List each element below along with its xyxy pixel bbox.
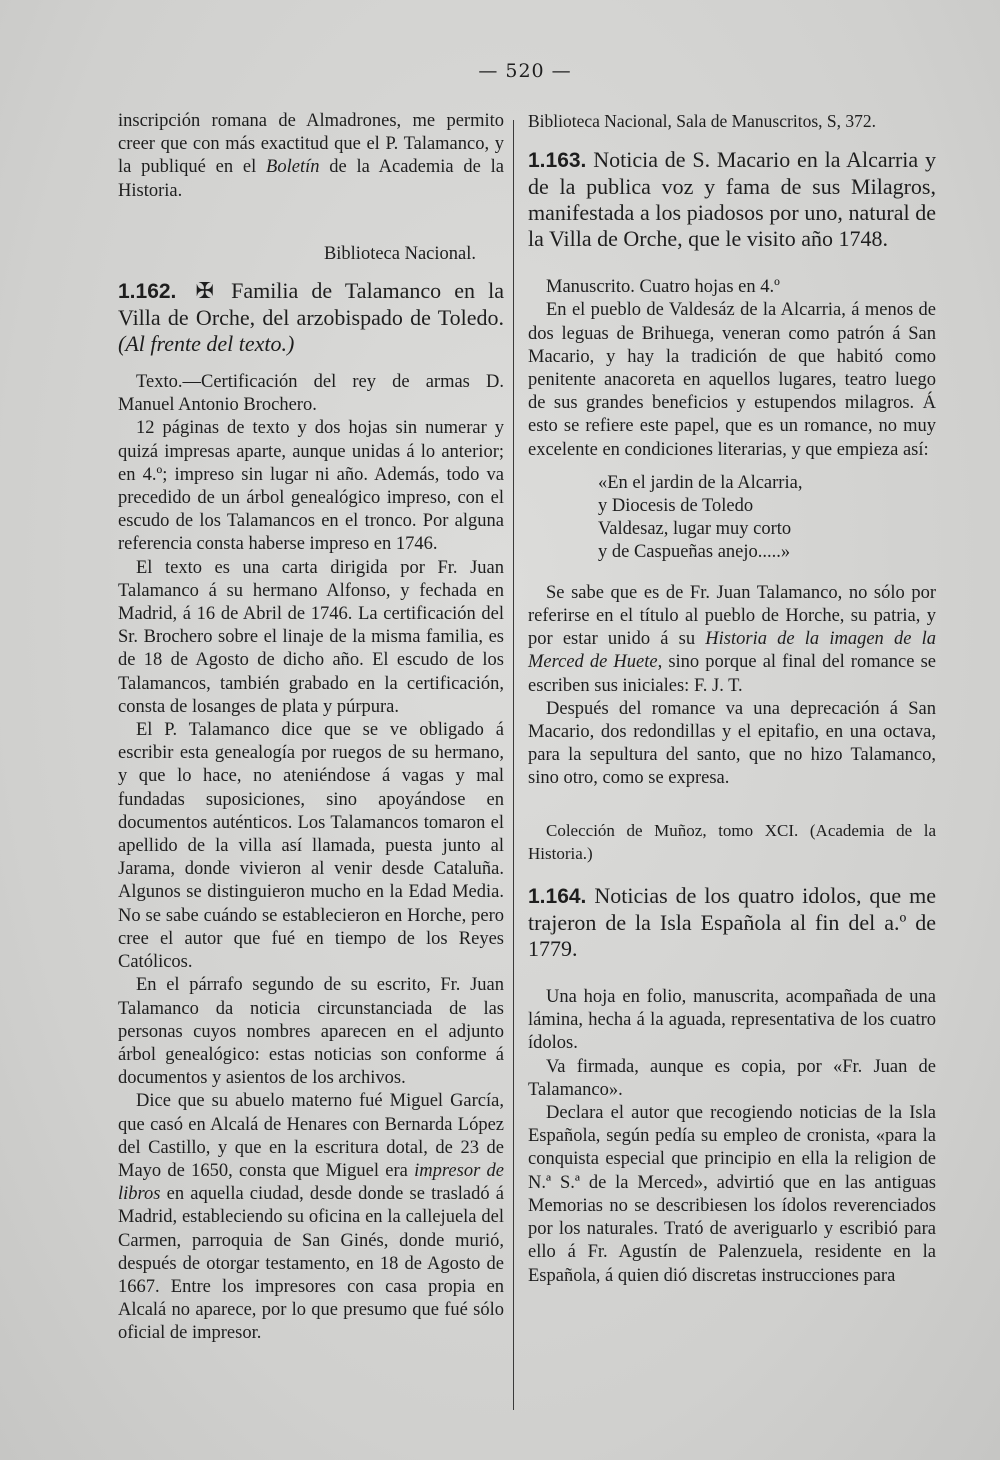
text-run: Dice que su abuelo materno fué Miguel García, que casó en Alcalá de Henares con Bernarda López del Castillo, y que en la escritura dotal, de 23 de Mayo de 1650, consta que Miguel era [118,1091,504,1181]
paragraph [118,1090,504,1345]
spacer [528,976,936,986]
verse-quote [598,472,936,564]
italic-text: impresor de libros [118,1160,504,1205]
paragraph [118,110,504,203]
paragraph: Una hoja en folio, manuscrita, acompañada de una lámina, hecha á la aguada, representativa de los cuatro ídolos. [528,987,936,1054]
paragraph: Declara el autor que recogiendo noticias de la Isla Española, según pedía su empleo de cronista, «para la conquista especial que principio en ella la religion de N.ª S.ª de la Merced», advirtió que en las antiguas Memorias no se describiesen los ídolos reverenciados por los naturales. Trató de averiguarlo y escribió para ello á Fr. Agustín de Palenzuela, residente en la Española, á quien dió discretas instrucciones para [528,1103,936,1286]
italic-text: Historia de la imagen de la Merced de Huete [528,629,937,673]
text-run: Se sabe que es de Fr. Juan Talamanco, no sólo por referirse en el título al pueblo de Horche, su patria, y por estar unido á su [528,582,936,650]
verse-line: y Diocesis de Toledo [598,495,754,516]
paragraph: En el pueblo de Valdesáz de la Alcarria, á menos de dos leguas de Brihuega, veneran como patrón á San Macario, y hay la tradición de que habitó como penitente anacoreta en aquellos lugares, teatro luego de sus grandes beneficios y estupendos milagros. Á esto se refiere este papel, que es un romance, no muy excelente en condiciones literarias, y que empieza así: [528,300,936,460]
source-citation: Biblioteca Nacional. [323,243,476,264]
left-column [118,110,504,1346]
text-run: inscripción romana de Almadrones, me permito creer que con más exactitud que el P. Talamanco, y la publiqué en el [118,111,504,178]
column-divider [513,120,514,1410]
entry-title: Noticia de S. Macario en la Alcarria y de la publica voz y fama de sus Milagros, manifestada a los piadosos por uno, natural de la Villa de Orche, que le visito año 1748. [528,147,936,252]
paragraph: En el párrafo segundo de su escrito, Fr. Juan Talamanco da noticia circunstanciada de las personas cuyos nombres aparecen en el adjunto árbol genealógico: estas noticias son conforme á documentos y asientos de los archivos. [118,975,504,1089]
paragraph: Después del romance va una deprecación á San Macario, dos redondillas y el epitafio, en una octava, para la sepultura del santo, que no hizo Talamanco, sino otro, como se expresa. [528,698,936,789]
verse-line: «En el jardin de la Alcarria, [598,472,803,493]
text-run: en aquella ciudad, desde donde se trasladó á Madrid, estableciendo su oficina en la callejuela del Carmen, parroquia de San Ginés, donde murió, después de otorgar testamento, en 18 de Agosto de 1667. Entre los impresores con casa propia en Alcalá no aparece, por lo que presumo que fué sólo oficial de impresor. [118,1184,504,1344]
paragraph: Manuscrito. Cuatro hojas en 4.º [546,277,780,298]
paragraph: 12 páginas de texto y dos hojas sin numerar y quizá impresas aparte, aunque unidas á lo anterior; en 4.º; impreso sin lugar ni año. Además, todo va precedido de un árbol genealógico impreso, con el escudo de los Talamancos en el tronco. Por alguna referencia consta haberse impreso en 1746. [118,418,504,555]
verse-line: y de Caspueñas anejo.....» [598,541,791,562]
entry-number: 1.164. [528,885,587,909]
cross-icon: ✠ [195,278,214,304]
entry-heading-1163 [528,147,936,252]
paragraph: Texto.—Certificación del rey de armas D. Manuel Antonio Brochero. [118,372,504,416]
paragraph [528,582,936,698]
text-run: , sino porque al final del romance se escriben sus iniciales: F. J. T. [528,652,936,696]
source-citation: Colección de Muñoz, tomo XCI. (Academia de la Historia.) [528,820,936,863]
paragraph: Va firmada, aunque es copia, por «Fr. Juan de Talamanco». [528,1056,936,1100]
page-number: — 520 — [478,60,572,82]
entry-number: 1.163. [528,149,587,173]
verse-line: Valdesaz, lugar muy corto [598,518,792,539]
entry-title: Noticias de los quatro idolos, que me trajeron de la Isla Española al fin del a.º de 1779. [528,883,937,962]
source-citation: Biblioteca Nacional, Sala de Manuscritos, S, 372. [528,111,876,131]
entry-title: Familia de Talamanco en la Villa de Orche, del arzobispado de Toledo. [118,278,504,331]
paragraph: El P. Talamanco dice que se ve obligado á escribir esta genealogía por ruegos de su hermano, y que lo hace, no ateniéndose á vagas y mal fundadas suposiciones, sino apoyándose en documentos auténticos. Los Talamancos tomaron el apellido de la villa así llamada, puesta junto al Jarama, donde vivieron al venir desde Cataluña. Algunos se distinguieron mucho en la Edad Media. No se sabe cuándo se establecieron en Horche, pero cree el autor que fué en tiempo de los Reyes Católicos. [118,720,504,973]
entry-heading-1164 [528,883,936,962]
entry-note: (Al frente del texto.) [118,331,295,357]
entry-number: 1.162. [118,280,177,304]
italic-text: Boletín [266,157,320,178]
entry-heading-1162 [118,278,504,357]
spacer [528,266,936,276]
right-column [528,110,936,1288]
text-run: de la Academia de la Historia. [118,157,504,201]
paragraph: El texto es una carta dirigida por Fr. Juan Talamanco á su hermano Alfonso, y fechada en Madrid, á 16 de Abril de 1746. La certificación del Sr. Brochero sobre el linaje de la misma familia, es de 18 de Agosto de dicho año. El escudo de los Talamancos, también grabado en la certificación, consta de losanges de plata y púrpura. [118,557,504,717]
